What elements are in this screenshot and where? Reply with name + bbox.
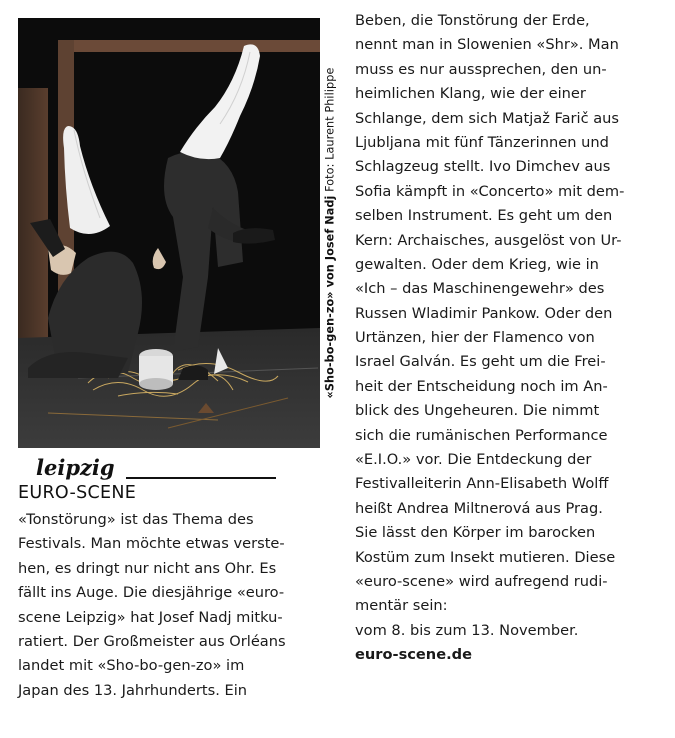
photo-credit bbox=[321, 18, 339, 448]
article-line: Beben, die Tonstörung der Erde, bbox=[355, 12, 590, 29]
article-line: Sofia kämpft in «Concerto» mit dem- bbox=[355, 182, 625, 200]
article-line: Schlange, dem sich Matjaž Farič aus bbox=[355, 109, 620, 127]
article-line: blick des Ungeheuren. Die nimmt bbox=[355, 402, 600, 420]
article-line: Schlagzeug stellt. Ivo Dimchev aus bbox=[355, 158, 611, 176]
article-line: «E.I.O.» vor. Die Entdeckung der bbox=[355, 451, 592, 469]
article-right-column bbox=[355, 9, 624, 668]
article-line: heißt Andrea Miltnerová aus Prag. bbox=[355, 499, 603, 517]
city-heading bbox=[36, 455, 246, 485]
section-title: EURO-SCENE bbox=[18, 483, 137, 503]
article-line: nennt man in Slowenien «Shr». Man bbox=[355, 36, 619, 54]
article-line: «Ich – das Maschinengewehr» des bbox=[355, 280, 605, 298]
article-line: muss es nur aussprechen, den un- bbox=[355, 60, 607, 78]
article-line: hen, es dringt nur nicht ans Ohr. Es bbox=[18, 559, 277, 577]
article-line: landet mit «Sho-bo-gen-zo» im bbox=[18, 657, 245, 675]
article-line: heimlichen Klang, wie der einer bbox=[355, 85, 586, 103]
article-line: Japan des 13. Jahrhunderts. Ein bbox=[18, 681, 248, 699]
article-line: «Tonstörung» ist das Thema des bbox=[18, 511, 254, 528]
city-name: leipzig bbox=[36, 455, 115, 480]
article-line: Sie lässt den Körper im barocken bbox=[355, 524, 596, 542]
article-line: «euro-scene» wird aufregend rudi- bbox=[355, 572, 608, 590]
article-line: Russen Wladimir Pankow. Oder den bbox=[355, 304, 613, 322]
article-line: ratiert. Der Großmeister aus Orléans bbox=[18, 632, 286, 650]
article-line: sich die rumänischen Performance bbox=[355, 426, 608, 444]
article-line: selben Instrument. Es geht um den bbox=[355, 207, 613, 225]
photo-caption-title: «Sho-bo-gen-zo» von Josef Nadj bbox=[323, 195, 337, 399]
article-line: scene Leipzig» hat Josef Nadj mitku- bbox=[18, 608, 283, 626]
article-line: heit der Entscheidung noch im An- bbox=[355, 377, 608, 395]
article-left-column bbox=[18, 508, 286, 703]
article-line: Festivalleiterin Ann-Elisabeth Wolff bbox=[355, 475, 609, 493]
article-line: vom 8. bis zum 13. November. bbox=[355, 621, 579, 639]
article-line: mentär sein: bbox=[355, 597, 448, 615]
article-line: gewalten. Oder dem Krieg, wie in bbox=[355, 255, 599, 273]
article-line: Festivals. Man möchte etwas verste- bbox=[18, 535, 285, 553]
photo-credit-name: Foto: Laurent Philippe bbox=[323, 67, 337, 192]
performance-photo bbox=[18, 18, 320, 448]
article-line: Urtänzen, hier der Flamenco von bbox=[355, 329, 595, 347]
article-line: Israel Galván. Es geht um die Frei- bbox=[355, 353, 606, 371]
article-line: Kostüm zum Insekt mutieren. Diese bbox=[355, 548, 616, 566]
article-line: Kern: Archaisches, ausgelöst von Ur- bbox=[355, 231, 622, 249]
heading-rule bbox=[126, 477, 276, 479]
article-line: fällt ins Auge. Die diesjährige «euro- bbox=[18, 584, 285, 602]
article-line: Ljubljana mit fünf Tänzerinnen und bbox=[355, 133, 609, 151]
article-right-lines bbox=[355, 9, 624, 643]
website-link[interactable]: euro-scene.de bbox=[355, 646, 472, 664]
